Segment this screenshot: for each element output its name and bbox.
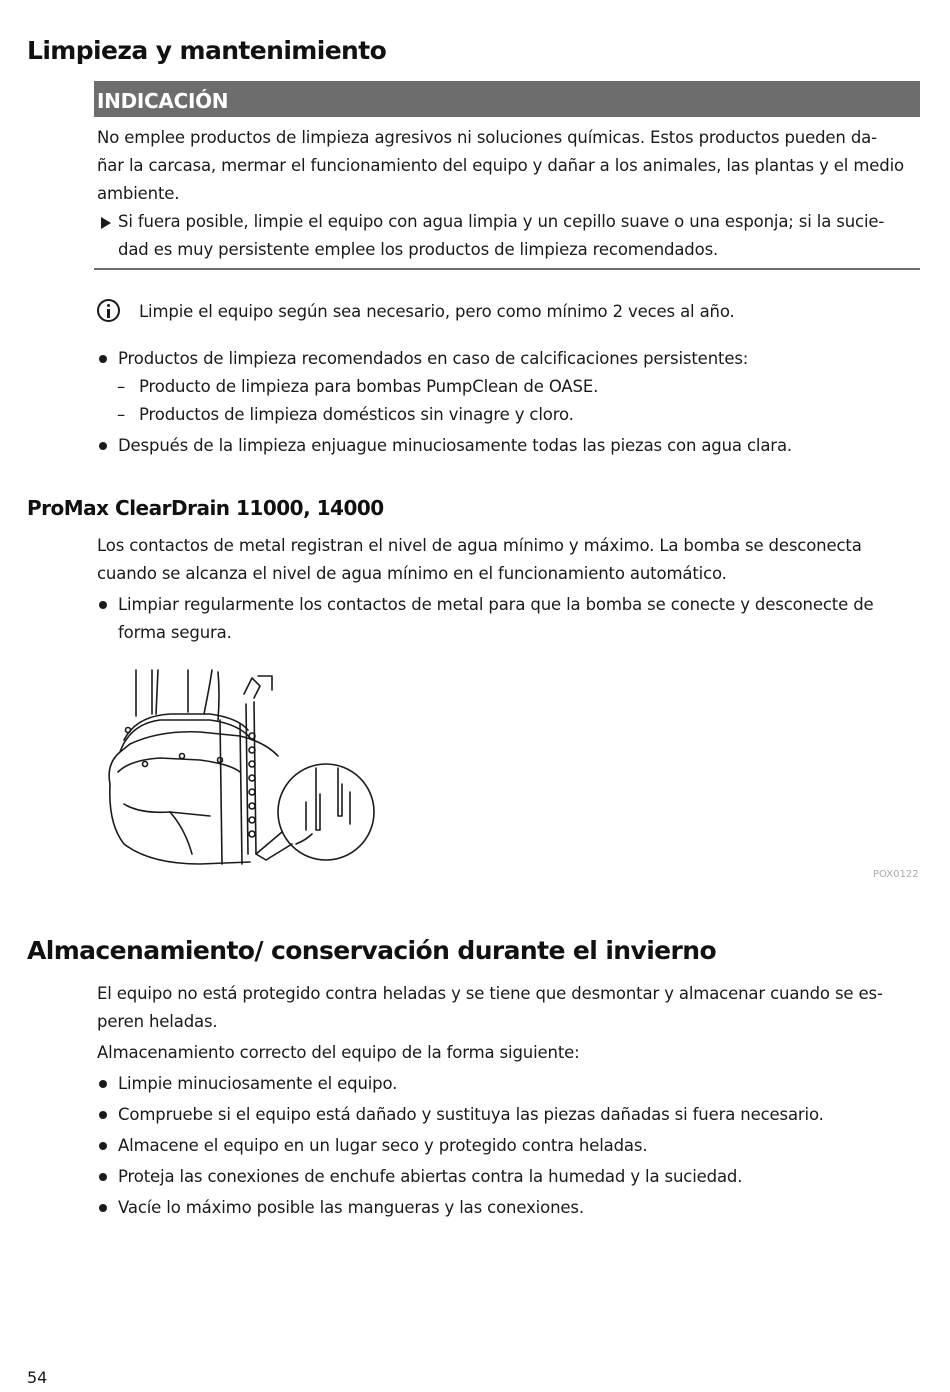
- sub-list-item: [97, 401, 919, 429]
- list-item: [97, 1101, 919, 1129]
- sub-list-item: [97, 373, 919, 401]
- paragraph-line: El equipo no está protegido contra heladas y se tiene que desmontar y almacenar cuando se es-: [97, 984, 883, 1003]
- section-heading-storage: Almacenamiento/ conservación durante el invierno: [27, 936, 717, 965]
- notice-bottom-rule: [94, 268, 920, 270]
- info-icon: [97, 299, 120, 322]
- page-number: 54: [27, 1368, 48, 1387]
- list-item: [97, 1070, 919, 1098]
- sub-list-item-text: Producto de limpieza para bombas PumpClean de OASE.: [139, 377, 599, 396]
- pump-contacts-illustration: [100, 664, 380, 874]
- list-item-text: Almacene el equipo en un lugar seco y protegido contra heladas.: [118, 1136, 648, 1155]
- list-item-text: Después de la limpieza enjuague minuciosamente todas las piezas con agua clara.: [118, 436, 792, 455]
- notice-line: ñar la carcasa, mermar el funcionamiento del equipo y dañar a los animales, las plantas y el medio: [97, 156, 904, 175]
- bullet-icon: [99, 1080, 107, 1088]
- bullet-icon: [99, 355, 107, 363]
- arrow-right-icon: [101, 217, 111, 229]
- paragraph-line: peren heladas.: [97, 1012, 218, 1031]
- paragraph-line: Almacenamiento correcto del equipo de la forma siguiente:: [97, 1043, 580, 1062]
- bullet-icon: [99, 1173, 107, 1181]
- list-item-text: Limpie minuciosamente el equipo.: [118, 1074, 398, 1093]
- bullet-icon: [99, 1142, 107, 1150]
- notice-title-bar: INDICACIÓN: [94, 81, 920, 117]
- dash-icon: –: [117, 377, 126, 396]
- notice-line: No emplee productos de limpieza agresivos ni soluciones químicas. Estos productos pueden da-: [97, 128, 877, 147]
- sub-list-item-text: Productos de limpieza domésticos sin vinagre y cloro.: [139, 405, 574, 424]
- list-item-text: forma segura.: [118, 623, 232, 642]
- promax-section: [97, 532, 919, 647]
- figure-code: POX0122: [873, 869, 919, 880]
- bullet-icon: [99, 1111, 107, 1119]
- notice-action-line: Si fuera posible, limpie el equipo con agua limpia y un cepillo suave o una esponja; si la sucie-: [118, 212, 885, 231]
- notice-action-line: dad es muy persistente emplee los productos de limpieza recomendados.: [118, 240, 719, 259]
- section-heading-cleaning: Limpieza y mantenimiento: [27, 36, 387, 65]
- notice-line: ambiente.: [97, 184, 180, 203]
- list-item: [97, 1132, 919, 1160]
- list-item-text: Productos de limpieza recomendados en caso de calcificaciones persistentes:: [118, 349, 749, 368]
- list-item: [97, 432, 919, 460]
- paragraph-line: Los contactos de metal registran el nivel de agua mínimo y máximo. La bomba se desconecta: [97, 536, 862, 555]
- notice-action-item: [97, 208, 919, 264]
- storage-section: [97, 980, 919, 1222]
- list-item: [97, 591, 919, 647]
- list-item-text: Compruebe si el equipo está dañado y sustituya las piezas dañadas si fuera necesario.: [118, 1105, 824, 1124]
- bullet-icon: [99, 442, 107, 450]
- notice-body: [97, 124, 919, 264]
- list-item: [97, 345, 919, 373]
- info-note-text: Limpie el equipo según sea necesario, pero como mínimo 2 veces al año.: [139, 302, 735, 321]
- cleaning-list: [97, 345, 919, 460]
- bullet-icon: [99, 1204, 107, 1212]
- bullet-icon: [99, 601, 107, 609]
- list-item-text: Limpiar regularmente los contactos de metal para que la bomba se conecte y desconecte de: [118, 595, 874, 614]
- list-item: [97, 1163, 919, 1191]
- list-item-text: Vacíe lo máximo posible las mangueras y las conexiones.: [118, 1198, 584, 1217]
- paragraph-line: cuando se alcanza el nivel de agua mínimo en el funcionamiento automático.: [97, 564, 727, 583]
- list-item-text: Proteja las conexiones de enchufe abiertas contra la humedad y la suciedad.: [118, 1167, 743, 1186]
- list-item: [97, 1194, 919, 1222]
- section-heading-promax: ProMax ClearDrain 11000, 14000: [27, 496, 384, 520]
- dash-icon: –: [117, 405, 126, 424]
